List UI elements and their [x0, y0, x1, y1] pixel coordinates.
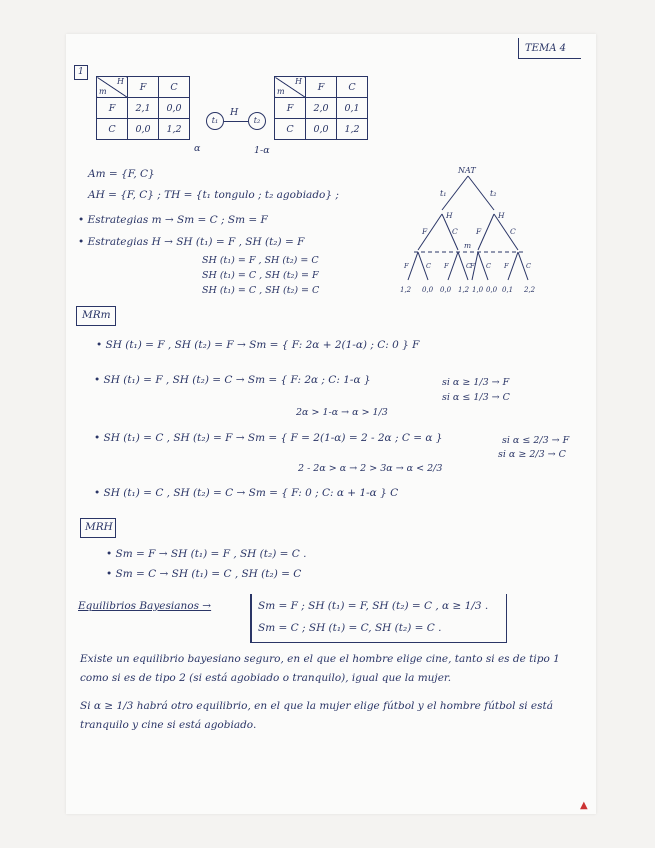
- actions-am: Am = {F, C}: [88, 168, 155, 180]
- matrix-right-row-header: F: [275, 98, 306, 119]
- type-t1-label: t₁: [211, 116, 219, 125]
- tree-branch: [508, 252, 518, 280]
- tree-payoff: 0,1: [502, 286, 514, 294]
- mrm-case-3: • SH (t₁) = C , SH (t₂) = F → Sm = { F = 2(1-α) = 2 - 2α ; C = α }: [94, 432, 443, 444]
- conclusion-p2: Si α ≥ 1/3 habrá otro equilibrio, en el que la mujer elige fútbol y el hombre fútbol si está tranquilo y cine si está agobiado.: [80, 700, 553, 731]
- tema-box: [518, 38, 581, 59]
- matrix-left-cell: 2,1: [128, 98, 159, 119]
- strategies-h: • Estrategias H → SH (t₁) = F , SH (t₂) = F: [78, 236, 305, 248]
- strategies-m: • Estrategias m → Sm = C ; Sm = F: [78, 214, 268, 226]
- matrix-right-row-header: C: [275, 119, 306, 140]
- matrix-left-row-header: C: [97, 119, 128, 140]
- tree-h-action: F: [422, 227, 428, 236]
- problem-number-box: [74, 65, 88, 80]
- tree-type-label: t₁: [440, 189, 447, 198]
- problem-number: 1: [78, 67, 84, 77]
- tree-m-action: C: [466, 262, 471, 270]
- mrm-case-3-side: si α ≥ 2/3 → C: [498, 449, 566, 460]
- matrix-left-prob: α: [194, 143, 201, 154]
- mrm-case-3-side: si α ≤ 2/3 → F: [502, 435, 570, 446]
- matrix-left-col-header: F: [128, 77, 159, 98]
- tree-m-action: C: [486, 262, 491, 270]
- type-link-line: [224, 121, 248, 122]
- matrix-right-col-header: F: [306, 77, 337, 98]
- bayes-box: [250, 594, 507, 643]
- mrm-case-2-sub: 2α > 1-α → α > 1/3: [296, 407, 388, 418]
- mrh-line: • Sm = F → SH (t₁) = F , SH (t₂) = C .: [106, 548, 307, 560]
- matrix-right-cell: 0,1: [337, 98, 368, 119]
- mrm-title: MRm: [82, 309, 111, 321]
- mrm-case-4: • SH (t₁) = C , SH (t₂) = C → Sm = { F: 0 ; C: α + 1-α } C: [94, 487, 399, 499]
- mrh-title: MRH: [85, 521, 113, 533]
- matrix-left-col-header: C: [159, 77, 190, 98]
- tree-h-action: C: [452, 227, 458, 236]
- matrix-right-row-player: m: [277, 87, 285, 96]
- matrix-right-col-player: H: [295, 77, 302, 86]
- bayes-eq: Sm = F ; SH (t₁) = F, SH (t₂) = C , α ≥ 1/3 .: [258, 600, 489, 612]
- strategies-h-row: SH (t₁) = C , SH (t₂) = C: [202, 285, 320, 296]
- tree-m-action: F: [444, 262, 449, 270]
- matrix-left-cell: 0,0: [128, 119, 159, 140]
- tree-payoff: 1,2: [400, 286, 412, 294]
- notebook-page: [66, 34, 596, 814]
- tree-root-label: NAT: [458, 166, 476, 175]
- matrix-left-corner: [97, 77, 128, 98]
- mrh-line: • Sm = C → SH (t₁) = C , SH (t₂) = C: [106, 568, 302, 580]
- tree-m-action: C: [426, 262, 431, 270]
- matrix-right-cell: 0,0: [306, 119, 337, 140]
- mrh-title-box: [80, 518, 116, 538]
- tree-m-action: F: [470, 262, 475, 270]
- matrix-left-row-player: m: [99, 87, 107, 96]
- bayes-eq: Sm = C ; SH (t₁) = C, SH (t₂) = C .: [258, 622, 442, 634]
- type-link-label: H: [230, 107, 239, 118]
- tree-payoff: 0,0: [440, 286, 452, 294]
- mrm-title-box: [76, 306, 116, 326]
- tree-payoff: 0,0: [486, 286, 498, 294]
- tree-type-label: t₂: [490, 189, 497, 198]
- matrix-left-col-player: H: [117, 77, 124, 86]
- matrix-left-row-header: F: [97, 98, 128, 119]
- strategies-h-row: SH (t₁) = F , SH (t₂) = C: [202, 255, 319, 266]
- tree-m-node: m: [464, 241, 472, 250]
- tree-h-node: H: [498, 211, 505, 220]
- matrix-left-cell: 0,0: [159, 98, 190, 119]
- payoff-matrix-right: [274, 76, 368, 140]
- bayes-label: Equilibrios Bayesianos →: [78, 600, 212, 612]
- tree-m-action: F: [504, 262, 509, 270]
- tema-title: TEMA 4: [525, 43, 566, 54]
- conclusion-p1: Existe un equilibrio bayesiano seguro, en el que el hombre elige cine, tanto si es de tipo 1 como si es de tipo 2 (si está agobiado o tranquilo), igual que la mujer.: [80, 653, 560, 684]
- mrm-case-2-side: si α ≤ 1/3 → C: [442, 392, 510, 403]
- tree-payoff: 1,2: [458, 286, 470, 294]
- game-tree: [388, 162, 548, 298]
- tree-h-action: F: [476, 227, 482, 236]
- tree-h-action: C: [510, 227, 516, 236]
- tree-branch: [448, 252, 458, 280]
- matrix-right-cell: 2,0: [306, 98, 337, 119]
- type-t1-circle: [206, 112, 224, 130]
- type-t2-label: t₂: [253, 116, 261, 125]
- mrm-case-2: • SH (t₁) = F , SH (t₂) = C → Sm = { F: 2α ; C: 1-α }: [94, 374, 371, 386]
- tree-h-node: H: [446, 211, 453, 220]
- matrix-right-cell: 1,2: [337, 119, 368, 140]
- mrm-case-1: • SH (t₁) = F , SH (t₂) = F → Sm = { F: 2α + 2(1-α) ; C: 0 } F: [96, 339, 420, 351]
- payoff-matrix-left: [96, 76, 190, 140]
- tree-m-action: C: [526, 262, 531, 270]
- mrm-case-3-sub: 2 - 2α > α → 2 > 3α → α < 2/3: [298, 463, 443, 474]
- tree-payoff: 2,2: [524, 286, 536, 294]
- tree-payoff: 1,0: [472, 286, 484, 294]
- matrix-right-prob: 1-α: [254, 145, 270, 156]
- matrix-right-col-header: C: [337, 77, 368, 98]
- tree-branch: [408, 252, 418, 280]
- strategies-h-row: SH (t₁) = C , SH (t₂) = F: [202, 270, 319, 281]
- tree-m-action: F: [404, 262, 409, 270]
- type-t2-circle: [248, 112, 266, 130]
- matrix-left-cell: 1,2: [159, 119, 190, 140]
- actions-ah: AH = {F, C} ; TH = {t₁ tongulo ; t₂ agobiado} ;: [88, 189, 339, 201]
- mrm-case-2-side: si α ≥ 1/3 → F: [442, 377, 510, 388]
- matrix-right-corner: [275, 77, 306, 98]
- tree-payoff: 0,0: [422, 286, 434, 294]
- page-corner-mark: ▲: [580, 800, 588, 811]
